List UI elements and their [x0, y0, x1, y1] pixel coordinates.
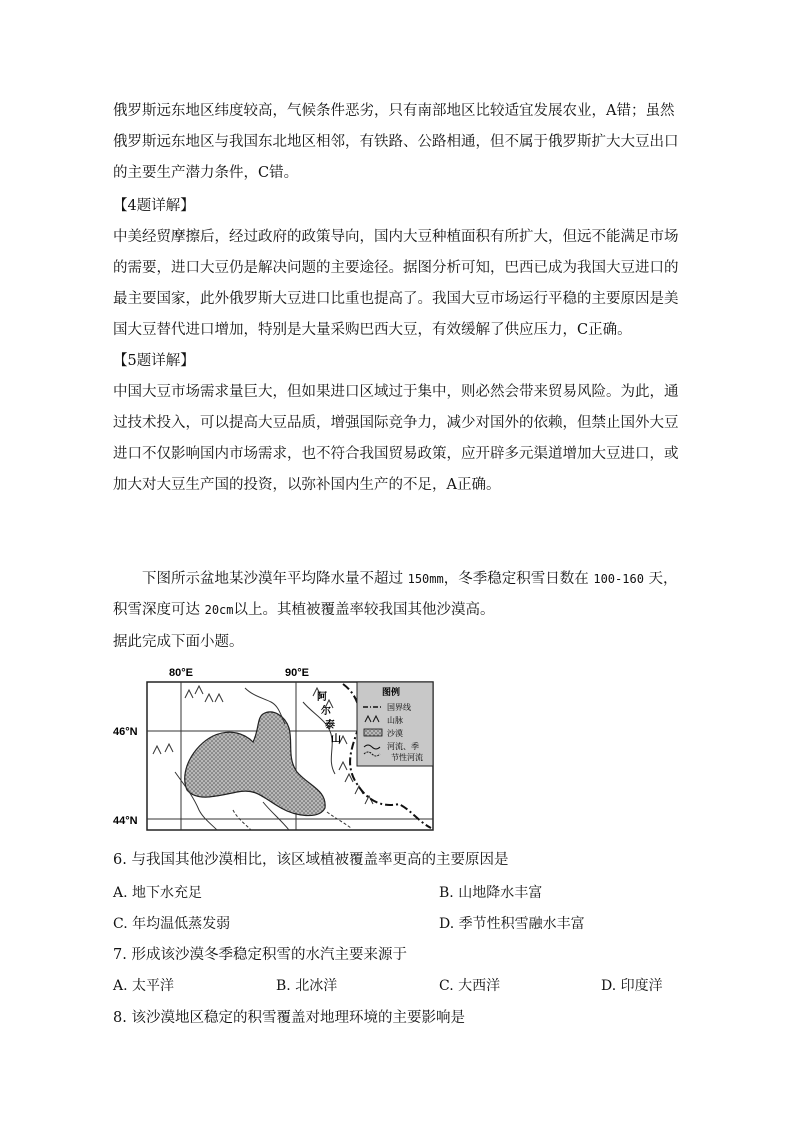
- question-instruction: 据此完成下面小题。: [113, 634, 244, 650]
- legend-border-label: 国界线: [387, 703, 411, 712]
- question-7-option-b[interactable]: B. 北冰洋: [276, 978, 338, 994]
- question-6-option-d[interactable]: D. 季节性积雪融水丰富: [439, 916, 585, 932]
- altai-char-1: 阿: [317, 692, 327, 703]
- legend-river-label: 河流、季节性河流: [387, 742, 423, 762]
- q5-heading: 【5题详解】: [113, 353, 195, 369]
- question-6-option-a[interactable]: A. 地下水充足: [113, 885, 203, 901]
- legend-title: 图例: [382, 687, 401, 697]
- question-7-stem: 7. 形成该沙漠冬季稳定积雪的水汽主要来源于: [113, 947, 407, 963]
- desert-map: [113, 662, 443, 834]
- question-intro: 下图所示盆地某沙漠年平均降水量不超过 150mm，冬季稳定积雪日数在 100-160 天，积雪深度可达 20cm以上。其植被覆盖率较我国其他沙漠高。: [113, 571, 678, 618]
- altai-char-2: 尔: [321, 706, 331, 717]
- answer-paragraph-3: 俄罗斯远东地区纬度较高，气候条件恶劣，只有南部地区比较适宜发展农业，A错；虽然俄罗斯远东地区与我国东北地区相邻，有铁路、公路相通，但不属于俄罗斯扩大大豆出口的主要生产潜力条件，C错。: [113, 103, 679, 181]
- question-7-option-a[interactable]: A. 太平洋: [113, 978, 175, 994]
- legend-desert-symbol: [364, 729, 382, 736]
- question-6-stem: 6. 与我国其他沙漠相比，该区域植被覆盖率更高的主要原因是: [113, 852, 509, 868]
- question-8-stem: 8. 该沙漠地区稳定的积雪覆盖对地理环境的主要影响是: [113, 1010, 465, 1026]
- lat-label-44: 44°N: [113, 815, 138, 827]
- lon-label-90: 90°E: [285, 667, 309, 679]
- lon-label-80: 80°E: [169, 667, 193, 679]
- legend-mountain-label: 山脉: [387, 716, 403, 725]
- q5-explanation: 中国大豆市场需求量巨大，但如果进口区域过于集中，则必然会带来贸易风险。为此，通过技术投入，可以提高大豆品质，增强国际竞争力，减少对国外的依赖，但禁止国外大豆进口不仅影响国内市场需求，也不符合我国贸易政策，应开辟多元渠道增加大豆进口，或加大对大豆生产国的投资，以弥补国内生产的不足，A正确。: [113, 384, 679, 493]
- q4-heading: 【4题详解】: [113, 198, 195, 214]
- question-7-option-c[interactable]: C. 大西洋: [439, 978, 501, 994]
- question-7-option-d[interactable]: D. 印度洋: [601, 978, 663, 994]
- altai-char-3: 泰: [325, 720, 335, 731]
- legend-desert-label: 沙漠: [387, 729, 403, 738]
- question-6-option-b[interactable]: B. 山地降水丰富: [439, 885, 543, 901]
- altai-char-4: 山: [331, 734, 341, 745]
- q4-explanation: 中美经贸摩擦后，经过政府的政策导向，国内大豆种植面积有所扩大，但远不能满足市场的需要，进口大豆仍是解决问题的主要途径。据图分析可知，巴西已成为我国大豆进口的最主要国家，此外俄罗斯大豆进口比重也提高了。我国大豆市场运行平稳的主要原因是美国大豆替代进口增加，特别是大量采购巴西大豆，有效缓解了供应压力，C正确。: [113, 229, 679, 338]
- question-6-option-c[interactable]: C. 年均温低蒸发弱: [113, 916, 231, 932]
- lat-label-46: 46°N: [113, 726, 138, 738]
